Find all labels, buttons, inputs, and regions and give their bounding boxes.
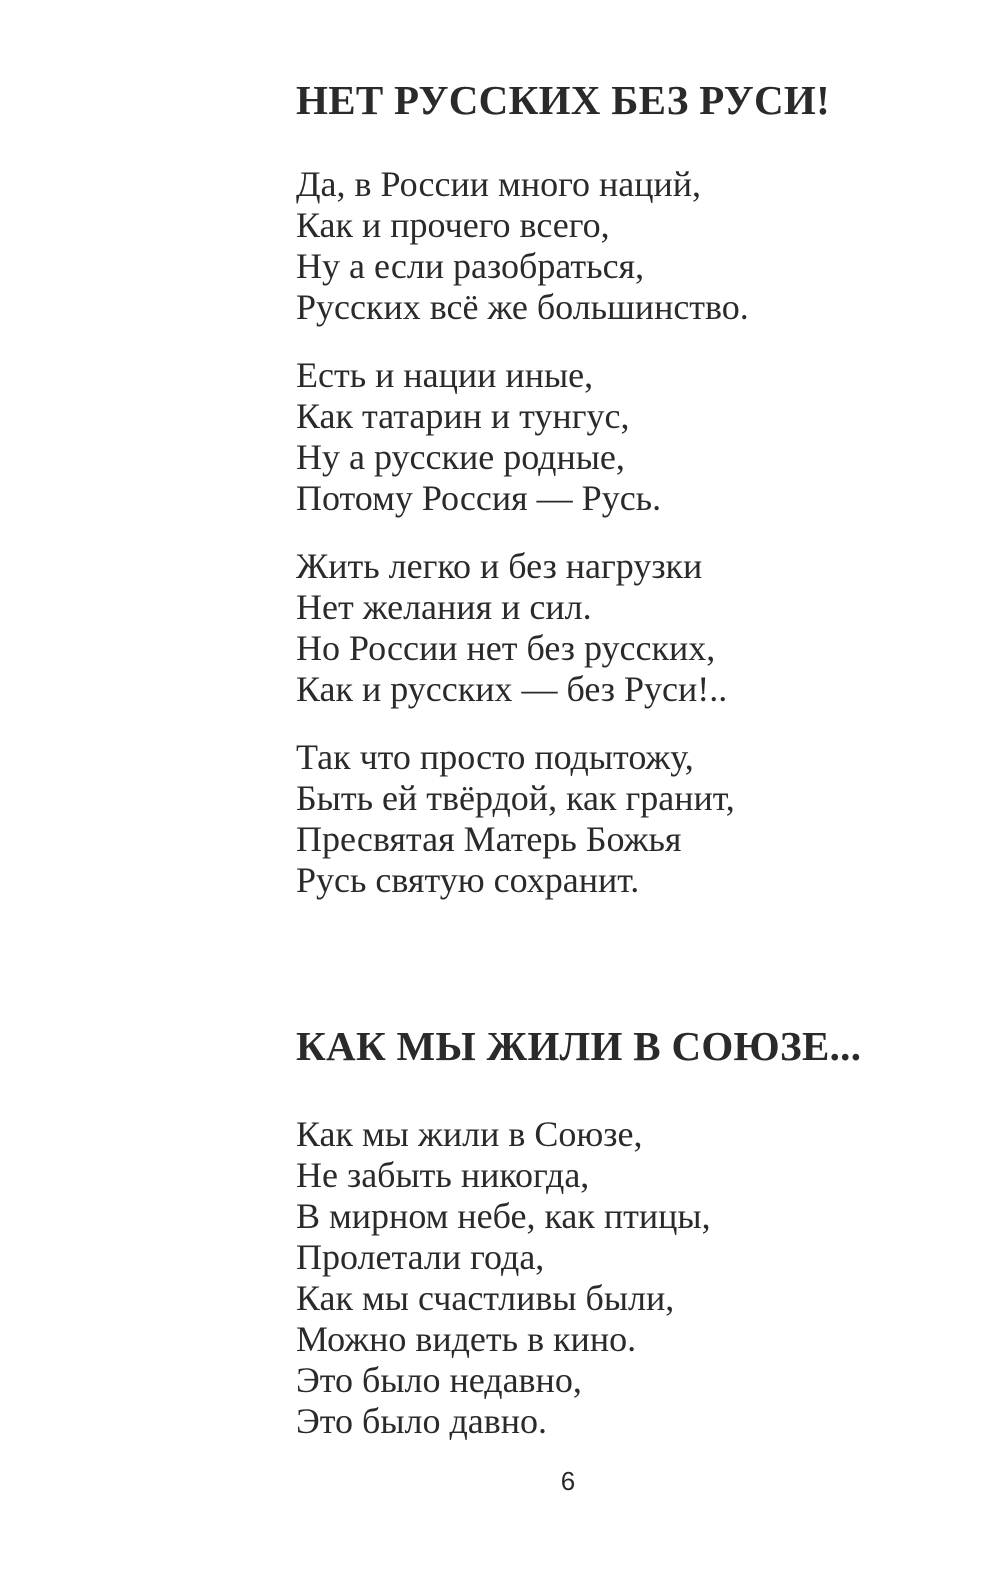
- poem-line: Есть и нации иные,: [296, 355, 594, 395]
- poem-line: Так что просто подытожу,: [296, 737, 694, 777]
- poem-line: Но России нет без русских,: [296, 628, 716, 668]
- poem-line: Жить легко и без нагрузки: [296, 546, 703, 586]
- poem-title: НЕТ РУССКИХ БЕЗ РУСИ!: [296, 77, 831, 123]
- poem-line: Не забыть никогда,: [296, 1155, 590, 1195]
- stanza: [296, 1114, 861, 1442]
- poem-line: Да, в России много наций,: [296, 164, 701, 204]
- poem-line: Потому Россия — Русь.: [296, 478, 662, 518]
- poem-line: Русских всё же большинство.: [296, 287, 749, 327]
- poem-line: Пресвятая Матерь Божья: [296, 819, 682, 859]
- poem-kak-my-zhili: [296, 1018, 861, 1469]
- poem-line: Ну а если разобраться,: [296, 246, 645, 286]
- stanza: [296, 737, 830, 901]
- poem-net-russkikh: [296, 72, 830, 928]
- poem-line: Это было недавно,: [296, 1360, 582, 1400]
- stanza: [296, 355, 830, 519]
- poem-line: Как и прочего всего,: [296, 205, 610, 245]
- poem-line: Как и русских — без Руси!..: [296, 669, 728, 709]
- poem-line: Как татарин и тунгус,: [296, 396, 630, 436]
- page-number: 6: [560, 1466, 576, 1496]
- poem-line: Как мы жили в Союзе,: [296, 1114, 643, 1154]
- stanza: [296, 164, 830, 328]
- poem-line: Это было давно.: [296, 1401, 548, 1441]
- poem-title: КАК МЫ ЖИЛИ В СОЮЗЕ...: [296, 1023, 862, 1069]
- poem-line: Русь святую сохранит.: [296, 860, 640, 900]
- poem-line: Быть ей твёрдой, как гранит,: [296, 778, 735, 818]
- poem-line: Как мы счастливы были,: [296, 1278, 675, 1318]
- stanza: [296, 546, 830, 710]
- poem-line: Можно видеть в кино.: [296, 1319, 637, 1359]
- poem-line: Нет желания и сил.: [296, 587, 592, 627]
- poem-line: В мирном небе, как птицы,: [296, 1196, 711, 1236]
- poem-line: Ну а русские родные,: [296, 437, 625, 477]
- poem-line: Пролетали года,: [296, 1237, 545, 1277]
